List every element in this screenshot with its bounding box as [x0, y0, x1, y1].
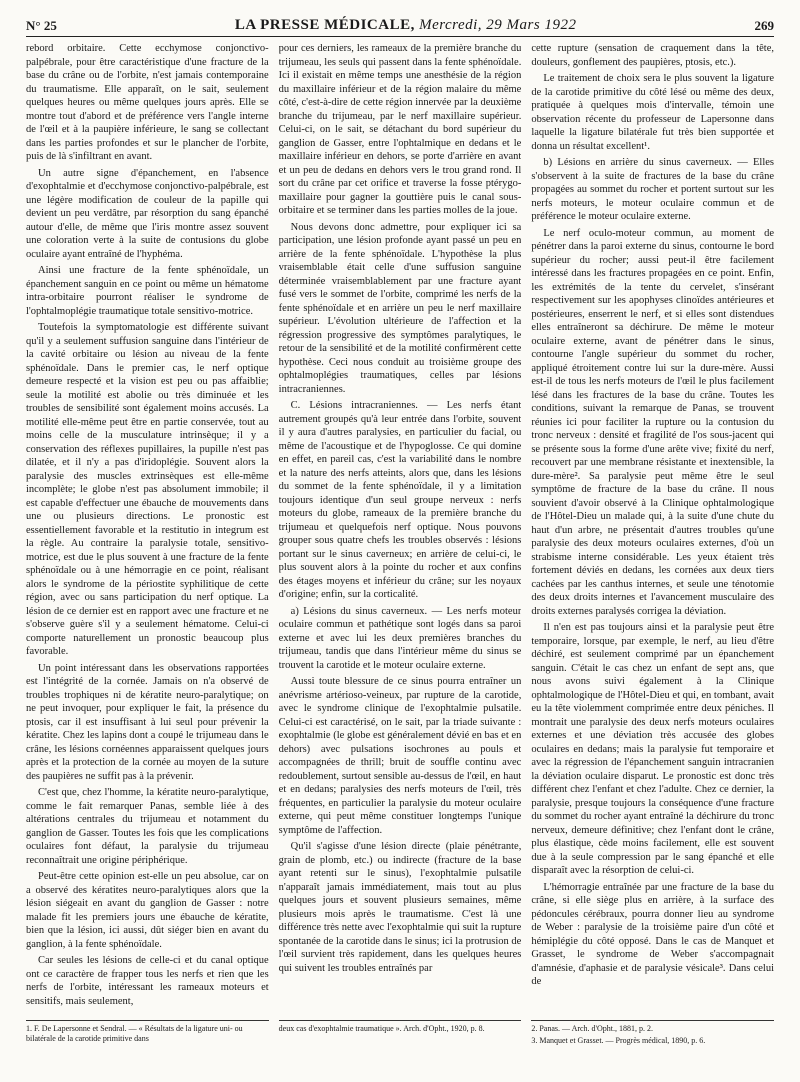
footnote: 3. Manquet et Grasset. — Progrès médical, 1890, p. 6.: [531, 1036, 706, 1045]
column-left: [26, 42, 269, 1017]
paragraph: L'hémorragie entraînée par une fracture de la base du crâne, si elle siège plus en arrière, à la surface des pédoncules cérébraux, pourra donner lieu au syndrome de Weber : paralysie de la troisième paire d'un côté et hémiplégie du côté opposé. Dans le cas de Manquet et Grasset, le syndrome de Weber s'accompagnait d'amnésie, d'aphasie et de paralysie vésicale³. Dans celui de: [531, 881, 775, 987]
paragraph: b) Lésions en arrière du sinus caverneux. — Elles s'observent à la suite de fractures de la base du crâne propagées au sommet du rocher et portent surtout sur les nerfs moteurs, le moteur oculaire commun et de préférence le moteur oculaire externe.: [531, 157, 775, 222]
paragraph: rebord orbitaire. Cette ecchymose conjonctivo-palpébrale, pour être caractéristique d'une fracture de la base du crâne ou de l'orbite, n'est jamais contemporaine du traumatisme. Elle apparaît, on le sait, seulement quelques heures ou même quelques jours après. Elle se montre tout d'abord et de préférence vers l'angle interne de l'œil et à la paupière inférieure, le sang se collectant dans les parties profondes et sur le plancher de l'orbite, puis de là s'infiltrant en avant.: [26, 43, 269, 162]
footnote-column-middle: [279, 1020, 522, 1070]
issue-number: N° 25: [26, 18, 57, 33]
paragraph: C'est que, chez l'homme, la kératite neuro-paralytique, comme le fait remarquer Panas, semble liée à des altérations centrales du trijumeau et notamment du ganglion de Gasser. Toutes les fois que les complications oculaires font défaut, la paralysie du trijumeau reconnaîtrait une origine périphérique.: [26, 787, 269, 866]
page-number: 269: [754, 18, 774, 33]
journal-title: LA PRESSE MÉDICALE,: [234, 17, 415, 33]
paragraph: Nous devons donc admettre, pour expliquer ici sa participation, une lésion profonde ayant passé un peu en arrière de la fente sphénoïdale. L'hypothèse la plus vraisemblable était celle d'une suffusion sanguine déterminée vraisemblablement par une fracture ayant fusé vers le sommet de l'orbite, comprimé les nerfs de la fente sphénoïdale et en arrière un peu le nerf maxillaire supérieur. L'évolution ultérieure de l'affection et la régression progressive des symptômes paralytiques, le retour de la sensibilité et de la motilité confirmèrent cette hypothèse. Ceci nous conduit au troisième groupe des ophtalmoplégies traumatiques, celles par lésions intracraniennes.: [278, 221, 522, 395]
paragraph: Qu'il s'agisse d'une lésion directe (plaie pénétrante, grain de plomb, etc.) ou indirecte (fracture de la base ayant retenti sur le sinus), l'exophtalmie pulsatile n'apparaît jamais immédiatement, mais tout au plus quelques jours et souvent plusieurs semaines, même plusieurs mois après le traumatisme. C'est là une différence très nette avec l'exophtalmie qui suit la rupture spontanée de la carotide dans le sinus; ici la protrusion de l'œil survient très rapidement, dans les quelques heures qui suivent les troubles entraînés par: [278, 841, 522, 974]
paragraph: Un autre signe d'épanchement, en l'absence d'exophtalmie et d'ecchymose conjonctivo-palpébrale, est une légère modification de couleur de la papille qui devient un peu verdâtre, par résorption du sang épanché autour d'elle, de même que l'iris montre assez souvent une coloration verte à la suite de contusions du globe oculaire ayant entraîné de l'hyphéma.: [26, 167, 269, 260]
footnote-column-right: [531, 1020, 774, 1070]
issue-date: Mercredi, 29 Mars 1922: [419, 17, 577, 33]
paragraph: Car seules les lésions de celle-ci et du canal optique ont ce caractère de frapper tous les nerfs et rien que les nerfs de l'orbite, intéressant les rameaux moteurs et sensitifs, mais seulement,: [26, 955, 269, 1007]
paragraph: C. Lésions intracraniennes. — Les nerfs étant autrement groupés qu'à leur entrée dans l'orbite, souvent il y aura d'autres paralysies, en particulier du facial, ou même de l'acoustique et de l'hypoglosse. Ce qui domine en effet, en pareil cas, c'est la variabilité dans le nombre et la nature des nerfs atteints, alors que, dans les lésions du sommet de la fente sphénoïdale, il y a limitation toujours identique d'un seul groupe nerveux : nerfs moteurs du globe, rameaux de la première branche du trijumeau et quelquefois nerf optique. Nous pouvons grouper sous quatre chefs les troubles observés : lésions portant sur le sinus caverneux; en arrière de celui-ci, le plus souvent alors à la pointe du rocher et aux confins des étages moyens et inférieur du crâne; sur les noyaux d'origine; enfin, sur la corticalité.: [278, 400, 522, 600]
paragraph: Un point intéressant dans les observations rapportées est l'intégrité de la cornée. Jamais on n'a observé de troubles trophiques ni de kératite neuro-paralytique; on ne peut invoquer, pour expliquer le fait, la présence du ptosis, car il est insuffisant à lui seul pour prévenir la kératite. Chez les lapins dont a coupé le trijumeau dans le crâne, les lésions cornéennes apparaissent quelques jours après et la protection de la cornée au moyen de la suture des paupières ne suffit pas à la prévenir.: [26, 662, 269, 782]
running-title: [235, 17, 577, 36]
paragraph: Le traitement de choix sera le plus souvent la ligature de la carotide primitive du côté lésé ou même des deux, pratiquée à quelques mois d'intervalle, témoin une observation récente du professeur de Lapersonne dans laquelle la ligature bilatérale fut très bien supportée et donna un résultat excellent¹.: [531, 73, 775, 152]
paragraph: pour ces derniers, les rameaux de la première branche du trijumeau, les seuls qui passent dans la fente sphénoïdale. Ici il existait en même temps une anesthésie de la région du maxillaire inférieur et de la région malaire du même côté, c'est-à-dire de cette région innervée par la deuxième branche du trijumeau, par le nerf maxillaire supérieur. Celui-ci, on le sait, se détachant du bord supérieur du ganglion de Gasser, entre l'ophtalmique en dedans et le maxillaire inférieur en dehors, se porte d'arrière en avant et un peu de dedans en dehors vers le trou grand rond. Il sort du crâne par cet orifice et traverse la fosse ptérygo-maxillaire pour gagner la gouttière puis le canal sous-orbitaire et se terminer dans les parties molles de la joue.: [278, 43, 522, 216]
paragraph: a) Lésions du sinus caverneux. — Les nerfs moteur oculaire commun et pathétique sont logés dans sa paroi externe et avec lui les deux premières branches du trijumeau, tandis que dans l'intérieur même du sinus se trouvent la carotide et le moteur oculaire externe.: [278, 605, 522, 671]
paragraph: cette rupture (sensation de craquement dans la tête, douleurs, gonflement des paupières, ptosis, etc.).: [531, 43, 775, 68]
footnote: 2. Panas. — Arch. d'Opht., 1881, p. 2.: [531, 1024, 653, 1033]
paragraph: Le nerf oculo-moteur commun, au moment de pénétrer dans la paroi externe du sinus, contourne le bord supérieur du rocher; aussi peut-il être facilement intéressé dans les fractures propagées en ce point. Enfin, les extrémités de la tente du cervelet, s'insérant respectivement sur les apophyses clinoïdes antérieures et postérieures, enserrent le nerf, et si elles sont distendues elles entraîneront sa déchirure. De même le moteur oculaire externe, avant de pénétrer dans le sinus, contourne l'angle supérieur du sommet du rocher, appliqué étroitement contre lui sur la dure-mère. Aussi est-il de tous les nerfs moteurs de l'œil le plus facilement lésé dans les fractures de la base du crâne. Toutes les conditions, suivant la remarque de Panas, se trouvent réunies ici pour faciliter la rupture ou la contusion du tronc nerveux : densité et fragilité de l'os sous-jacent qui se présente sous la forme d'une arête vive; fixité du nerf, recouvert par une membrane résistante et inextensible, la dure-mère². Sa paralysie peut même être le seul symptôme de fracture de la base du crâne. Il nous souvient d'avoir observé à la Clinique ophtalmologique de l'Hôtel-Dieu un malade qui, à la suite d'une chute du haut d'un arbre, ne présentait d'autres troubles qu'une paralysie des deux moteurs oculaires externes, d'où un strabisme interne considérable. Les yeux étaient très fortement déviés en dedans, les cornées aux deux tiers cachées par les canthus internes, et seule une ténotomie des deux droits internes et l'avancement musculaire des droits externes paralysés corrigea la déviation.: [531, 227, 775, 617]
page-header: [26, 14, 774, 37]
column-right: [531, 42, 774, 1017]
footnote: deux cas d'exophtalmie traumatique ». Arch. d'Opht., 1920, p. 8.: [278, 1024, 485, 1033]
paragraph: Ainsi une fracture de la fente sphénoïdale, un épanchement sanguin en ce point ou même un hématome intra-orbitaire pourront réaliser le syndrome de l'ophtalmoplégie traumatique totale sensitivo-motrice.: [26, 265, 269, 317]
footnote-column-left: [26, 1020, 269, 1070]
footnotes: [26, 1020, 774, 1070]
column-middle: [279, 42, 522, 1017]
paragraph: Peut-être cette opinion est-elle un peu absolue, car on a observé des kératites neuro-paralytiques alors que la lésion siégeait en avant du ganglion de Gasser : notre malade fit les premiers jours une ébauche de kératite, bien que la lésion, ici aussi, dût siéger bien en avant du ganglion, à la fente sphénoïdale.: [26, 871, 269, 950]
text-columns: [26, 42, 774, 1017]
footnote: 1. F. De Lapersonne et Sendral. — « Résultats de la ligature uni- ou bilatérale de la carotide primitive dans: [26, 1024, 243, 1043]
paragraph: Il n'en est pas toujours ainsi et la paralysie peut être temporaire, lorsque, par exemple, le nerf, au lieu d'être déchiré, est seulement comprimé par un épanchement sanguin. C'était le cas chez un enfant de sept ans, que nous avons suivi également à la Clinique ophtalmologique de l'Hôtel-Dieu et qui, en tombant, avait eu la tête violemment comprimée entre deux péniches. Il montrait une paralysie des deux nerfs moteurs oculaires externes et une déviation très accusée des globes oculaires en dedans; mais la paralysie fut temporaire et avec la régression de l'épanchement sanguin intracranien la déviation oculaire disparut. Le pronostic est donc très différent chez l'enfant et chez l'adulte. Chez ce dernier, la paralysie, presque toujours la conséquence d'une fracture du sommet du rocher ayant entraîné la déchirure du tronc nerveux, demeure définitive; chez l'enfant dont le crâne, plus élastique, cède moins facilement, elle est souvent due à la seule compression par le sang épanché et elle disparaît avec la résorption de celui-ci.: [531, 622, 775, 876]
paragraph: Toutefois la symptomatologie est différente suivant qu'il y a seulement suffusion sanguine dans l'intérieur de la cavité orbitaire ou lésion au niveau de la fente sphénoïdale. Dans le premier cas, le nerf optique demeure respecté et la vision est peu ou pas affaiblie; seule la motilité est abolie ou très diminuée et les troubles de sensibilité sont également moins accusés. La motilité elle-même peut être en partie conservée, tout au moins celle de la musculature intrinsèque; il y a conservation des réflexes pupillaires, la pupille n'est pas dilatée, et il n'y a pas d'iridoplégie. Souvent alors la paralysie des muscles extrinsèques est elle-même incomplète; le globe n'est pas absolument immobile; il est capable d'effectuer une ébauche de mouvements dans une ou plusieurs directions. Le pronostic est essentiellement favorable et la restitutio in integrum est la règle. Au contraire la paralysie totale, sensitivo-motrice, est due le plus souvent à une fracture de la fente sphénoïdale ou à une hémorragie en ce point, réalisant alors le syndrome de la périostite syphilitique de cette région, avec ou sans participation du nerf optique. La lésion de ce dernier est en rapport avec une fracture et ne s'observe guère s'il y a seulement hématome. Celui-ci comporte naturellement un pronostic beaucoup plus favorable.: [26, 322, 269, 657]
paragraph: Aussi toute blessure de ce sinus pourra entraîner un anévrisme artérioso-veineux, par rupture de la carotide, avec le syndrome clinique de l'exophtalmie pulsatile. Celui-ci est caractérisé, on le sait, par la triade suivante : exophtalmie (le globe est généralement dévié en bas et en dehors) avec pulsations isochrones au pouls et accompagnées de thrill; bruit de souffle continu avec redoublement, surtout sensible au-dessus de l'œil, en haut et en dedans; paralysies des nerfs moteurs de l'œil, très fréquentes, en particulier la paralysie du moteur oculaire externe, qui peut même constituer longtemps l'unique symptôme de l'affection.: [278, 676, 522, 836]
